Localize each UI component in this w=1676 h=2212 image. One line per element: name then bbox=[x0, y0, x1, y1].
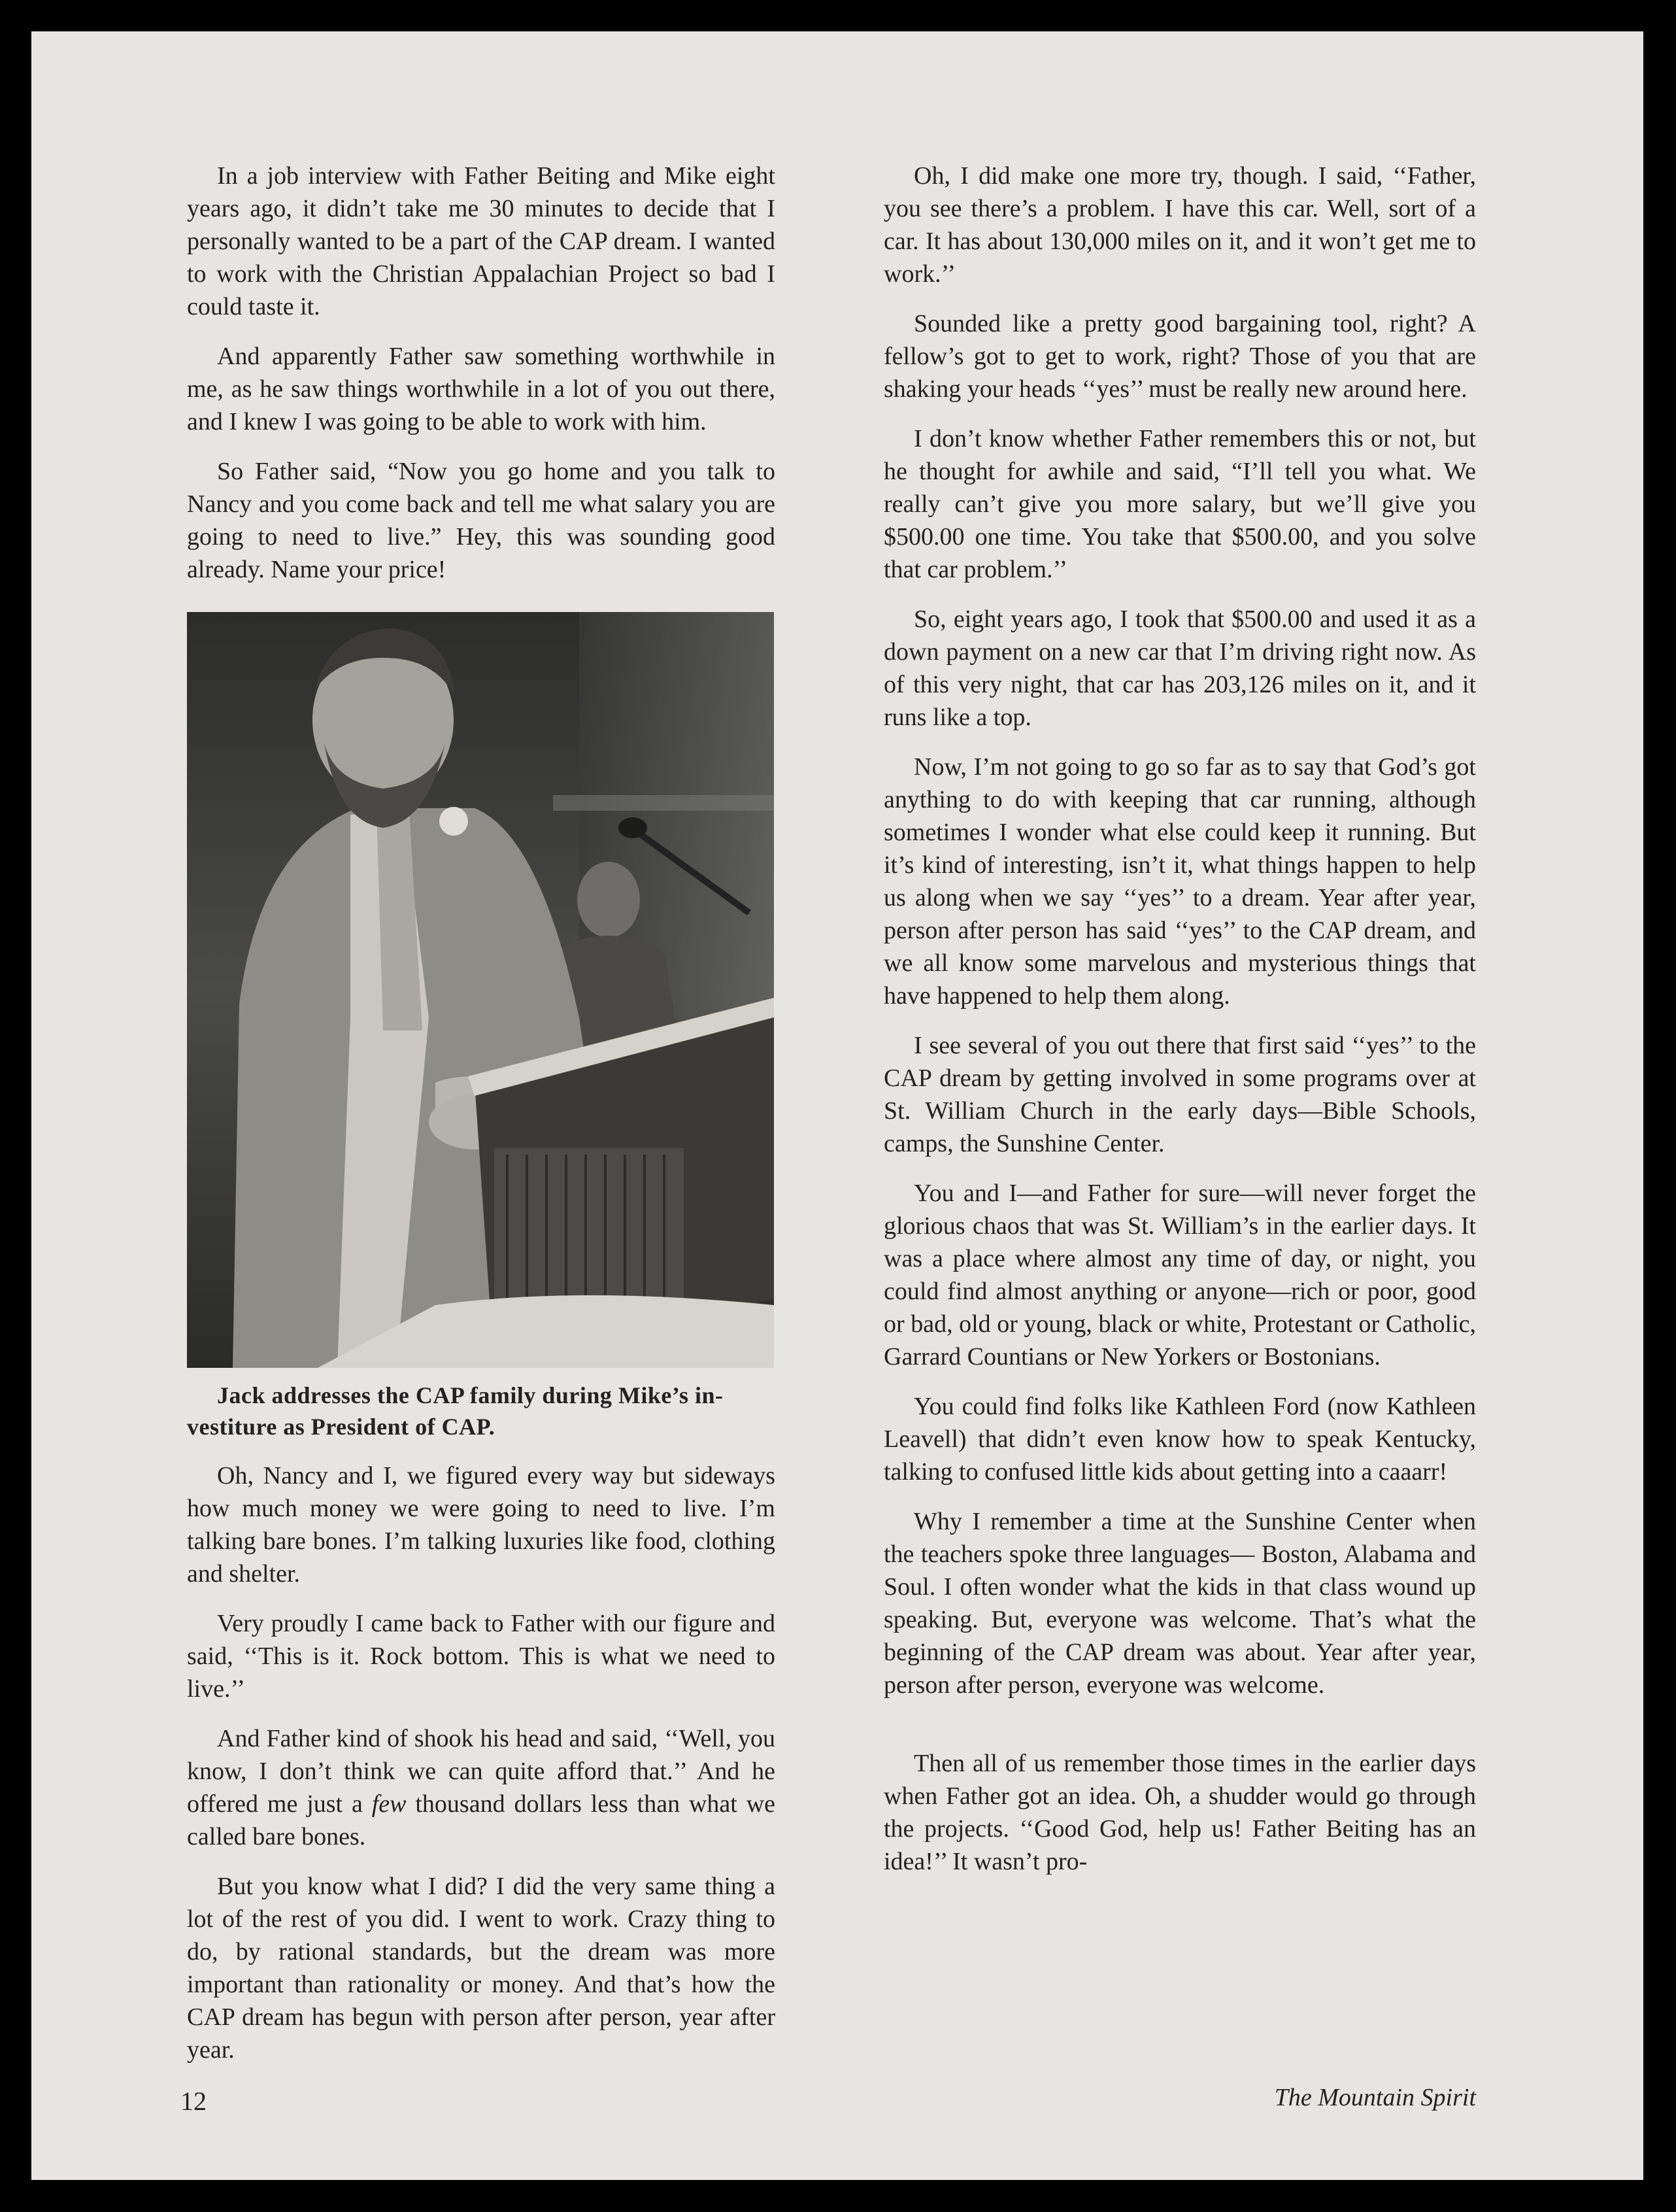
magazine-page bbox=[31, 31, 1643, 2180]
photo-caption: Jack addresses the CAP family during Mike’s investiture as President of CAP. bbox=[187, 1382, 724, 1440]
right-column bbox=[884, 160, 1476, 1895]
paragraph: You and I—and Father for sure—will never forget the glorious chaos that was St. William’s in the earlier days. It was a place where almost any time of day, or night, you could find almost anything or anyone—rich or poor, good or bad, old or young, black or white, Protestant or Catholic, Garrard Countians or New Yorkers or Bostonians. bbox=[884, 1180, 1476, 1370]
paragraph: Very proudly I came back to Father with our figure and said, ‘‘This is it. Rock bottom. This is what we need to live.’’ bbox=[187, 1610, 775, 1703]
paragraph: Now, I’m not going to go so far as to say that God’s got anything to do with keeping that car running, although sometimes I wonder what else could keep it running. But it’s kind of interesting, isn’t it, what things happen to help us along when we say ‘‘yes’’ to a dream. Year after year, person after person has said ‘‘yes’’ to the CAP dream, and we all know some marvelous and mysterious things that have happened to help them along. bbox=[884, 753, 1476, 1010]
speaker-at-podium-image bbox=[187, 612, 774, 1368]
paragraph: Sounded like a pretty good bargaining tool, right? A fellow’s got to get to work, right? Those of you that are shaking your heads ‘‘yes’’ must be really new around here. bbox=[884, 310, 1476, 403]
paragraph: And apparently Father saw something worthwhile in me, as he saw things worthwhile in a lot of you out there, and I knew I was going to be able to work with him. bbox=[187, 343, 775, 435]
paragraph: But you know what I did? I did the very same thing a lot of the rest of you did. I went to work. Crazy thing to do, by rational standards, but the dream was more important than rationality or money. And that’s how the CAP dream has begun with person after person, year after year. bbox=[187, 1873, 775, 2064]
paragraph: Oh, I did make one more try, though. I said, ‘‘Father, you see there’s a problem. I have this car. Well, sort of a car. It has about 130,000 miles on it, and it won’t get me to work.’’ bbox=[884, 162, 1476, 288]
paragraph: Then all of us remember those times in the earlier days when Father got an idea. Oh, a shudder would go through the projects. ‘‘Good God, help us! Father Beiting has an idea!’’ It wasn’t pro- bbox=[884, 1750, 1476, 1875]
paragraph: So Father said, “Now you go home and you talk to Nancy and you come back and tell me what salary you are going to need to live.” Hey, this was sounding good already. Name your price! bbox=[187, 458, 775, 583]
paragraph: You could find folks like Kathleen Ford (now Kathleen Leavell) that didn’t even know how to speak Kentucky, talking to confused little kids about getting into a caaarr! bbox=[884, 1393, 1476, 1486]
paragraph bbox=[187, 1722, 775, 1853]
text-run: And Father kind of shook his head and said, ‘‘Well, you know, I don’t think we can quite afford that.’’ And he offered me just a bbox=[187, 1725, 775, 1818]
running-title: The Mountain Spirit bbox=[1274, 2084, 1476, 2111]
page-number: 12 bbox=[180, 2086, 207, 2116]
paragraph: In a job interview with Father Beiting and Mike eight years ago, it didn’t take me 30 minutes to decide that I personally wanted to be a part of the CAP dream. I wanted to work with the Christian Appalachian Project so bad I could taste it. bbox=[187, 162, 775, 320]
paragraph: I don’t know whether Father remembers this or not, but he thought for awhile and said, “I’ll tell you what. We really can’t give you more salary, but we’ll give you $500.00 one time. You take that $500.00, and you solve that car problem.’’ bbox=[884, 425, 1476, 583]
paragraph: I see several of you out there that first said ‘‘yes’’ to the CAP dream by getting involved in some programs over at St. William Church in the early days—Bible Schools, camps, the Sunshine Center. bbox=[884, 1032, 1476, 1157]
text-run: thousand dollars less than what we called bare bones. bbox=[187, 1790, 776, 1850]
emphasized-word: few bbox=[371, 1790, 407, 1818]
speaker-photo bbox=[187, 612, 774, 1368]
paragraph: So, eight years ago, I took that $500.00 and used it as a down payment on a new car that I’m driving right now. As of this very night, that car has 203,126 miles on it, and it runs like a top. bbox=[884, 605, 1476, 731]
left-column bbox=[187, 160, 775, 2083]
paragraph: Oh, Nancy and I, we figured every way but sideways how much money we were going to need to live. I’m talking bare bones. I’m talking luxuries like food, clothing and shelter. bbox=[187, 1462, 775, 1588]
paragraph: Why I remember a time at the Sunshine Center when the teachers spoke three languages— Boston, Alabama and Soul. I often wonder what the kids in that class wound up speaking. But, everyone was welcome. That’s what the beginning of the CAP dream was about. Year after year, person after person, everyone was welcome. bbox=[884, 1508, 1476, 1699]
